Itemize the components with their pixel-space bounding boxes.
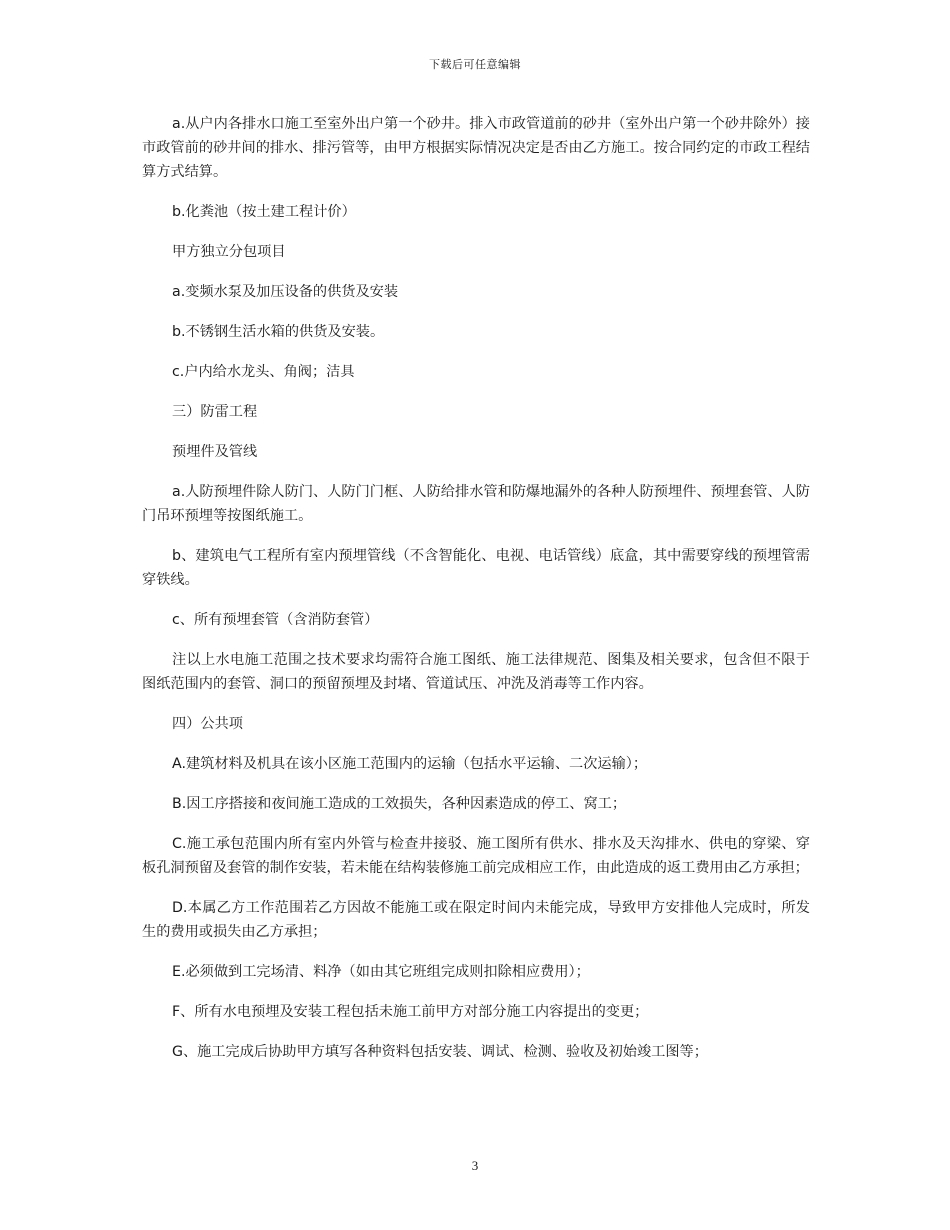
paragraph: b、建筑电气工程所有室内预埋管线（不含智能化、电视、电话管线）底盒，其中需要穿线的预埋管需穿铁线。 [142, 548, 810, 588]
paragraph: D.本属乙方工作范围若乙方因故不能施工或在限定时间内未能完成，导致甲方安排他人完成时，所发生的费用或损失由乙方承担； [142, 900, 810, 940]
paragraph: G、施工完成后协助甲方填写各种资料包括安装、调试、检测、验收及初始竣工图等； [172, 1044, 708, 1060]
section-heading: 三）防雷工程 [172, 404, 258, 420]
paragraph: B.因工序搭接和夜间施工造成的工效损失，各种因素造成的停工、窝工； [172, 796, 627, 812]
paragraph: c、所有预埋套管（含消防套管） [172, 612, 379, 628]
document-body [142, 112, 810, 1080]
paragraph: b.化粪池（按土建工程计价） [172, 204, 356, 220]
paragraph: E.必须做到工完场清、料净（如由其它班组完成则扣除相应费用）； [172, 964, 590, 980]
paragraph: F、所有水电预埋及安装工程包括未施工前甲方对部分施工内容提出的变更； [172, 1004, 649, 1020]
paragraph: a.从户内各排水口施工至室外出户第一个砂井。排入市政管道前的砂井（室外出户第一个砂井除外）接市政管前的砂井间的排水、排污管等，由甲方根据实际情况决定是否由乙方施工。按合同约定的市政工程结算方式结算。 [142, 116, 810, 180]
paragraph: A.建筑材料及机具在该小区施工范围内的运输（包括水平运输、二次运输）； [172, 756, 648, 772]
page-number: 3 [471, 1158, 479, 1173]
paragraph: a.变频水泵及加压设备的供货及安装 [172, 284, 399, 300]
paragraph: c.户内给水龙头、角阀；洁具 [172, 364, 355, 380]
section-heading: 四）公共项 [172, 716, 243, 732]
paragraph: 预埋件及管线 [172, 444, 258, 460]
paragraph: C.施工承包范围内所有室内外管与检查井接驳、施工图所有供水、排水及天沟排水、供电的穿梁、穿板孔洞预留及套管的制作安装，若未能在结构装修施工前完成相应工作，由此造成的返工费用由乙方承担； [142, 836, 810, 876]
page-header: 下载后可任意编辑 [429, 58, 521, 71]
paragraph: b.不锈钢生活水箱的供货及安装。 [172, 324, 385, 340]
paragraph: 注以上水电施工范围之技术要求均需符合施工图纸、施工法律规范、图集及相关要求，包含但不限于图纸范围内的套管、洞口的预留预埋及封堵、管道试压、冲洗及消毒等工作内容。 [142, 652, 810, 692]
paragraph: 甲方独立分包项目 [172, 244, 286, 260]
paragraph: a.人防预埋件除人防门、人防门门框、人防给排水管和防爆地漏外的各种人防预埋件、预埋套管、人防门吊环预埋等按图纸施工。 [142, 484, 810, 524]
